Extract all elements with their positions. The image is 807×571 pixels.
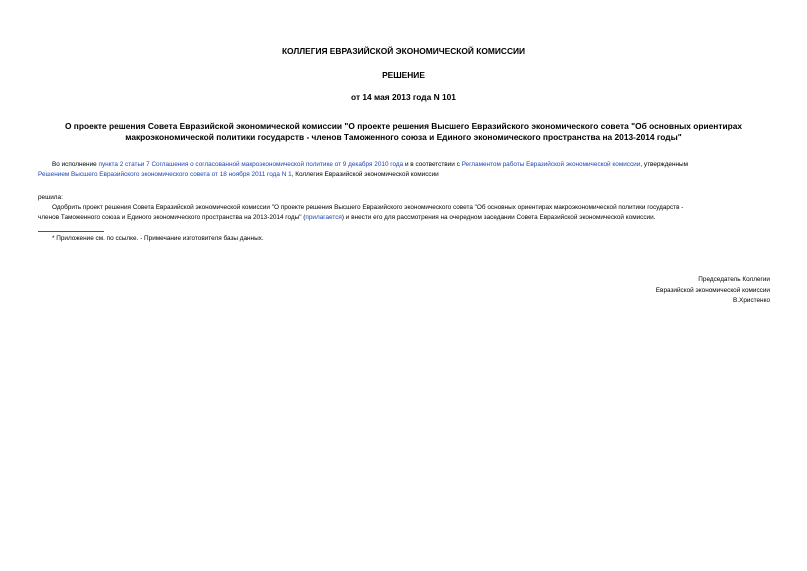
paragraph-1-text-4: , Коллегия Евразийской экономической комиссии (291, 171, 439, 178)
paragraph-2-text-2: ) и внести его для рассмотрения на очередном заседании Совета Евразийской экономической комиссии. (341, 214, 656, 221)
document-date: от 14 мая 2013 года N 101 (351, 92, 456, 102)
paragraph-1-text-1: Во исполнение (52, 161, 99, 168)
paragraph-1-text-2: и в соответствии с (403, 161, 462, 168)
signature-name: В.Христенко (733, 297, 770, 304)
paragraph-1-line-1 (52, 160, 688, 171)
organization-heading: КОЛЛЕГИЯ ЕВРАЗИЙСКОЙ ЭКОНОМИЧЕСКОЙ КОМИССИИ (281, 46, 526, 56)
document-title: О проекте решения Совета Евразийской экономической комиссии "О проекте решения Высшего Евразийского экономического совета "Об основных ориентирах макроэкономической политики государств - членов Таможенного союза и Единого экономического пространства на 2013-2014 годы" (64, 121, 743, 142)
paragraph-2-line-2 (38, 213, 655, 224)
document-type-heading: РЕШЕНИЕ (382, 70, 425, 80)
footnote-divider (38, 231, 104, 232)
signature-role: Председатель Коллегии (698, 276, 770, 283)
attachment-link[interactable]: прилагается (305, 214, 342, 221)
regulation-link[interactable]: Регламентом работы Евразийской экономической комиссии (461, 161, 641, 168)
agreement-link[interactable]: пункта 2 статьи 7 Соглашения о согласованной макроэкономической политике от 9 декабря 2010 года (98, 161, 404, 168)
decided-label: решила: (38, 194, 63, 201)
signature-org: Евразийской экономической комиссии (655, 286, 770, 294)
paragraph-1-text-3: , утвержденным (640, 161, 689, 168)
footnote: * Приложение см. по ссылке. - Примечание изготовителя базы данных. (52, 235, 264, 242)
paragraph-2-line-1: Одобрить проект решения Совета Евразийской экономической комиссии "О проекте решения Высшего Евразийского экономического совета "Об основных ориентирах макроэкономической политики государств - (52, 204, 684, 211)
council-decision-link[interactable]: Решением Высшего Евразийского экономического совета от 18 ноября 2011 года N 1 (38, 171, 292, 178)
paragraph-1-line-2 (38, 170, 439, 181)
paragraph-2-text-1: членов Таможенного союза и Единого экономического пространства на 2013-2014 годы" ( (38, 214, 306, 221)
